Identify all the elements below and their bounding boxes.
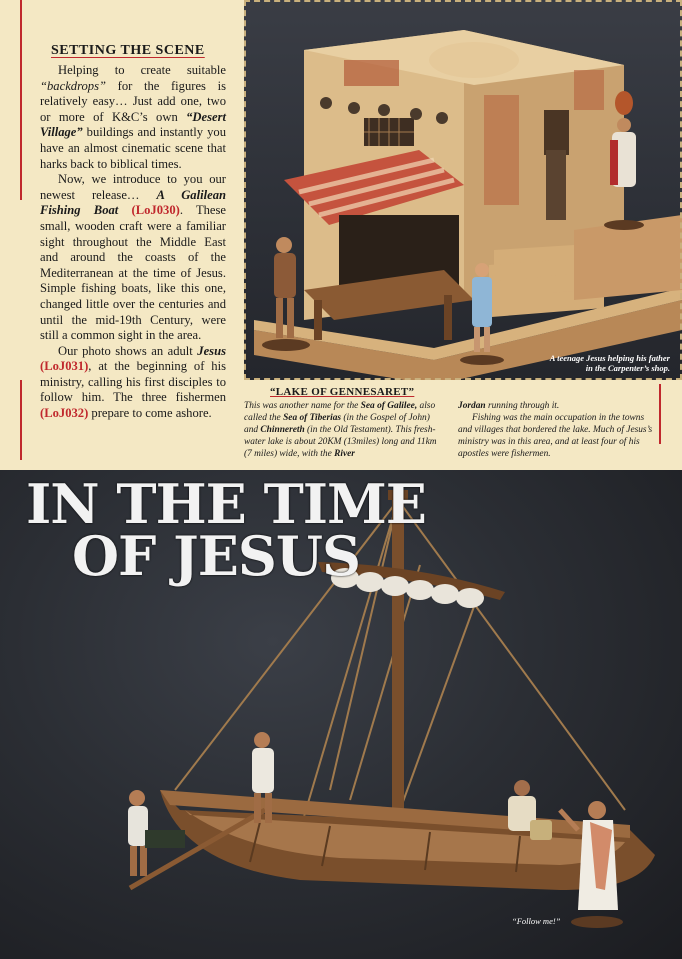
left-red-rule-lower [20,380,22,460]
product-code: (LoJ032) [40,406,89,421]
left-red-rule [20,0,22,200]
sidebar-text-right: Jordan running through it. Fishing was the main occupation in the towns and villages that bordered the lake. Much of Jesus’s ministry was in this area, and at least four of his apostles were fishermen. [458,401,653,460]
feature-title: IN THE TIME OF JESUS [26,472,426,588]
sidebar-title: “LAKE OF GENNESARET” [270,386,415,398]
carpenter-shop-photo [244,0,682,380]
paragraph-3: Our photo shows an adult Jesus (LoJ031), at the beginning of his ministry, calling his first disciples to follow him. The three fishermen (LoJ032) prepare to come ashore. [40,343,226,421]
paragraph-2: Now, we introduce to you our newest release… A Galilean Fishing Boat (LoJ030). These small, wooden craft were a familiar sight throughout the Middle East and around the coasts of the Mediterranean at the time of Jesus. Simple fishing boats, like this one, changed little over the centuries and until the mid-19th Century, were still a common sight in the area. [40,172,227,343]
fisherman-right-figure [508,780,552,840]
photo-caption-bottom: “Follow me!” [512,916,561,926]
section-heading: SETTING THE SCENE [51,43,205,58]
diorama-illustration [244,0,682,380]
paragraph-1: Helping to create suitable “backdrops” for the figures is relatively easy… Just add one, two or more of K&C’s own “Desert Village” buildings and instantly you have an almost cinematic scene that harks back to biblical times. [40,63,226,171]
right-red-rule [659,384,661,444]
photo-caption: A teenage Jesus helping his father in the Carpenter’s shop. [549,353,670,373]
product-code: (LoJ031) [40,359,89,374]
product-code: (LoJ030) [131,203,180,218]
sidebar-text-left: This was another name for the Sea of Galilee, also called the Sea of Tiberias (in the Gospel of John) and Chinnereth (in the Old Testament). This fresh-water lake is about 20KM (13miles) long and 11km (7 miles) wide, with the River [244,401,437,460]
article-body [40,63,226,422]
